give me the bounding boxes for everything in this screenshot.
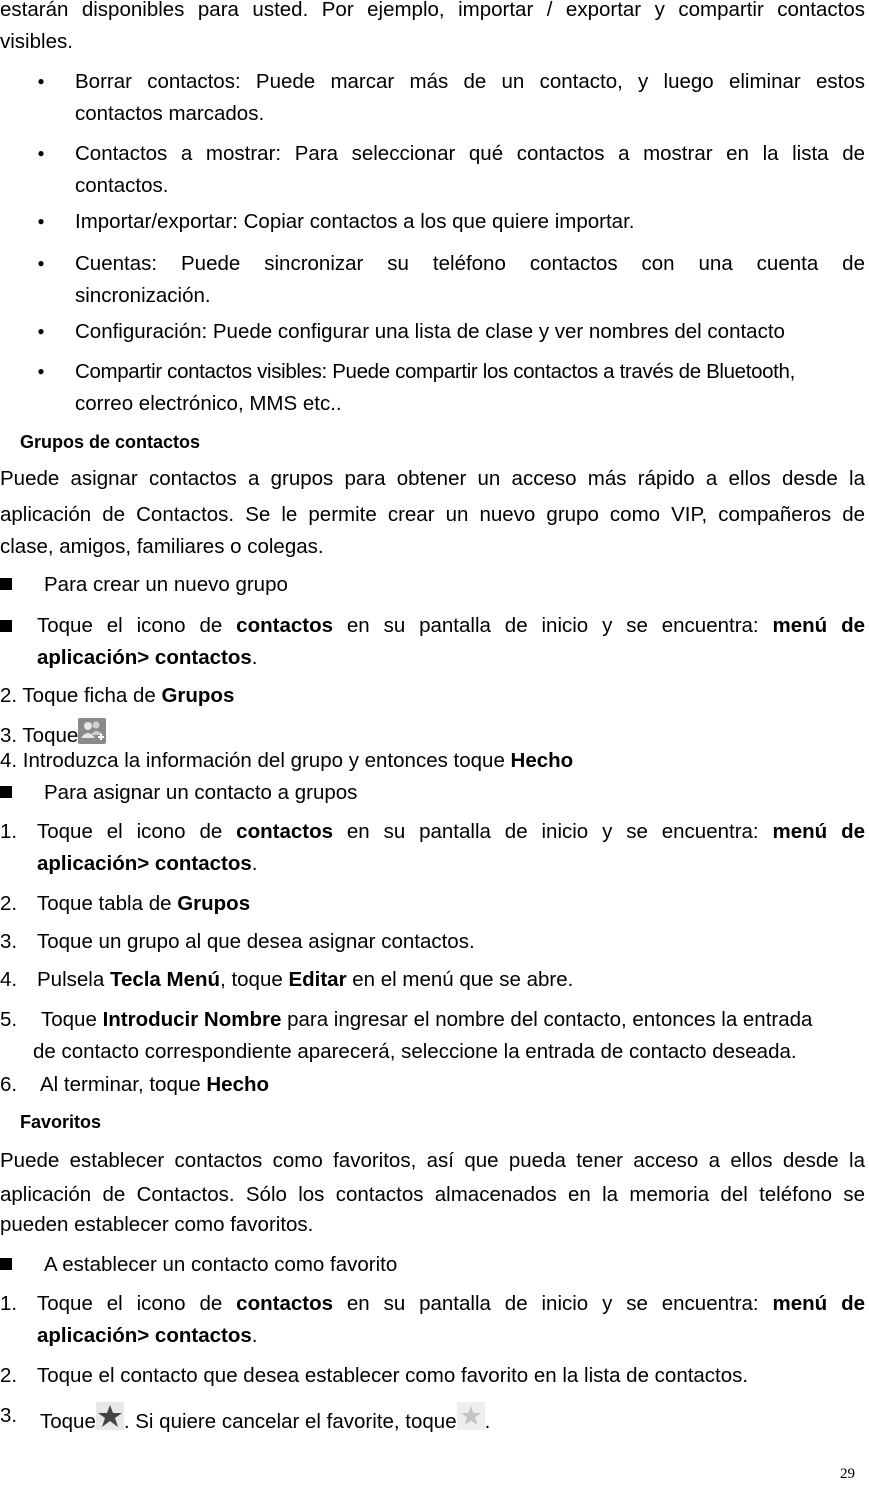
bullet-dot: ● — [37, 146, 45, 160]
step-number: 1. — [0, 1292, 18, 1315]
favorite-step-1-line-2 — [37, 1326, 257, 1347]
bold-text: contactos — [236, 1292, 333, 1315]
step-number: 3. — [0, 930, 18, 953]
text: 3. Toque — [0, 724, 79, 747]
bullet-4-line-1: Cuentas: Puede sincronizar su teléfono contactos con una cuenta de — [75, 252, 865, 275]
text: . — [484, 1410, 491, 1433]
star-empty-icon — [457, 1402, 485, 1435]
assign-step-5-line-2: de contacto correspondiente aparecerá, seleccione la entrada de contacto deseada. — [33, 1040, 797, 1063]
step-number: 5. — [0, 1008, 18, 1031]
bold-text: aplicación> contactos — [37, 1324, 252, 1347]
step-number: 1. — [0, 820, 18, 843]
text: . — [251, 1324, 258, 1347]
text: Toque — [41, 1008, 103, 1031]
bold-text: contactos — [236, 820, 333, 843]
bold-text: menú de — [772, 1292, 865, 1315]
bullet-6-line-2: correo electrónico, MMS etc.. — [75, 392, 342, 415]
create-step-1-line-1 — [37, 616, 865, 637]
text: en el menú que se abre. — [346, 968, 574, 991]
bold-text: Hecho — [206, 1073, 270, 1096]
bold-text: Grupos — [161, 684, 235, 707]
assign-step-1-line-2 — [37, 854, 257, 875]
bullet-3-line-1: Importar/exportar: Copiar contactos a los que quiere importar. — [75, 210, 635, 233]
assign-step-3: Toque un grupo al que desea asignar contactos. — [37, 930, 475, 953]
square-bullet — [0, 620, 12, 632]
bullet-1-line-2: contactos marcados. — [75, 102, 265, 125]
groups-paragraph-line-3: clase, amigos, familiares o colegas. — [0, 535, 324, 558]
create-step-1-line-2 — [37, 648, 257, 669]
favorite-step-1-line-1 — [37, 1294, 865, 1315]
bold-text: Hecho — [510, 749, 574, 772]
assign-step-6 — [40, 1075, 269, 1096]
bullet-dot: ● — [37, 214, 45, 228]
page-number: 29 — [840, 1466, 855, 1482]
intro-line-2: visibles. — [0, 30, 73, 53]
bold-text: aplicación> contactos — [37, 646, 252, 669]
create-step-3 — [0, 718, 106, 749]
favorites-paragraph-line-2: aplicación de Contactos. Sólo los contactos almacenados en la memoria del teléfono se — [0, 1183, 865, 1206]
groups-paragraph-line-1: Puede asignar contactos a grupos para obtener un acceso más rápido a ellos desde la — [0, 467, 865, 490]
text: en su pantalla de inicio y se encuentra: — [333, 820, 773, 843]
bullet-4-line-2: sincronización. — [75, 284, 211, 307]
text: 2. Toque ficha de — [0, 684, 162, 707]
favorites-heading: Favoritos — [20, 1112, 102, 1132]
bullet-2-line-2: contactos. — [75, 174, 169, 197]
assign-step-5-line-1 — [41, 1010, 812, 1031]
favorite-step-2: Toque el contacto que desea establecer como favorito en la lista de contactos. — [37, 1364, 749, 1387]
bold-text: Grupos — [177, 892, 251, 915]
text: Toque tabla de — [37, 892, 178, 915]
create-group-title: Para crear un nuevo grupo — [44, 573, 288, 596]
step-number: 2. — [0, 1364, 18, 1387]
text: Toque el icono de — [37, 820, 237, 843]
create-step-2 — [0, 686, 234, 707]
groups-heading: Grupos de contactos — [20, 432, 201, 452]
intro-line-1: estarán disponibles para usted. Por ejemplo, importar / exportar y compartir contactos — [0, 0, 865, 21]
assign-step-2 — [37, 894, 250, 915]
favorite-step-3 — [40, 1402, 490, 1435]
bold-text: menú de — [772, 820, 865, 843]
square-bullet — [0, 1258, 12, 1270]
text: 4. Introduzca la información del grupo y entonces toque — [0, 749, 511, 772]
bullet-dot: ● — [37, 324, 45, 338]
text: , toque — [220, 968, 289, 991]
bold-text: aplicación> contactos — [37, 852, 252, 875]
star-filled-icon — [96, 1402, 124, 1435]
text: Toque el icono de — [37, 1292, 237, 1315]
text: en su pantalla de inicio y se encuentra: — [333, 614, 773, 637]
bullet-dot: ● — [37, 256, 45, 270]
assign-step-1-line-1 — [37, 822, 865, 843]
assign-group-title: Para asignar un contacto a grupos — [44, 781, 358, 804]
text: para ingresar el nombre del contacto, entonces la entrada — [281, 1008, 813, 1031]
step-number: 4. — [0, 968, 18, 991]
text: Al terminar, toque — [40, 1073, 207, 1096]
square-bullet — [0, 786, 12, 798]
bold-text: Introducir Nombre — [102, 1008, 282, 1031]
bullet-dot: ● — [37, 74, 45, 88]
create-step-4 — [0, 751, 573, 772]
step-number: 2. — [0, 892, 18, 915]
add-group-icon — [78, 718, 106, 749]
text: Toque — [40, 1410, 96, 1433]
favorites-paragraph-line-1: Puede establecer contactos como favoritos, así que pueda tener acceso a ellos desde la — [0, 1149, 865, 1172]
bold-text: Tecla Menú — [109, 968, 221, 991]
text: . Si quiere cancelar el favorite, toque — [123, 1410, 457, 1433]
bullet-6-line-1: Compartir contactos visibles: Puede compartir los contactos a través de Bluetooth, — [75, 360, 795, 383]
groups-paragraph-line-2: aplicación de Contactos. Se le permite crear un nuevo grupo como VIP, compañeros de — [0, 503, 865, 526]
bullet-5-line-1: Configuración: Puede configurar una lista de clase y ver nombres del contacto — [75, 320, 785, 343]
text: Toque el icono de — [37, 614, 237, 637]
bullet-dot: ● — [37, 364, 45, 378]
favorite-title: A establecer un contacto como favorito — [44, 1253, 398, 1276]
text: en su pantalla de inicio y se encuentra: — [333, 1292, 773, 1315]
bullet-1-line-1: Borrar contactos: Puede marcar más de un contacto, y luego eliminar estos — [75, 70, 865, 93]
bold-text: Editar — [288, 968, 347, 991]
assign-step-4 — [37, 970, 573, 991]
bold-text: menú de — [772, 614, 865, 637]
bullet-2-line-1: Contactos a mostrar: Para seleccionar qué contactos a mostrar en la lista de — [75, 142, 865, 165]
bold-text: contactos — [236, 614, 333, 637]
favorites-paragraph-line-3: pueden establecer como favoritos. — [0, 1213, 314, 1236]
step-number: 3. — [0, 1404, 18, 1427]
square-bullet — [0, 578, 12, 590]
text: . — [251, 852, 258, 875]
text: . — [251, 646, 258, 669]
step-number: 6. — [0, 1073, 18, 1096]
text: Pulsela — [37, 968, 110, 991]
